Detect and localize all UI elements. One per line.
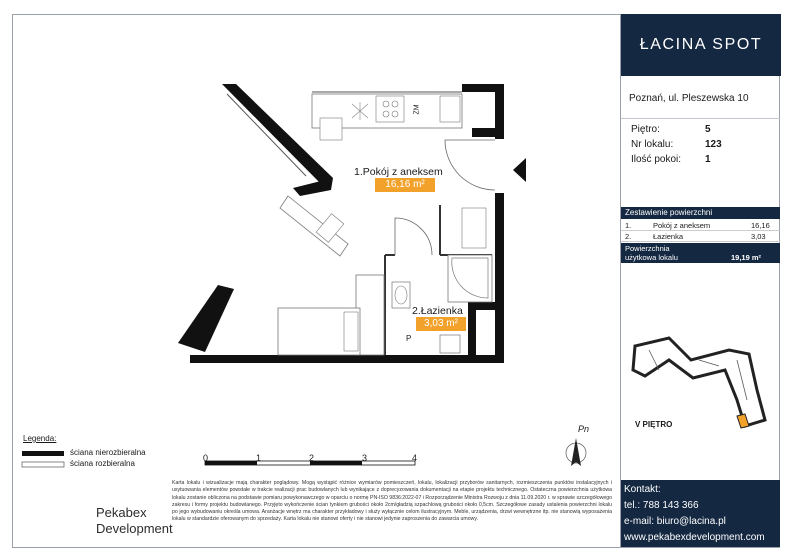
summary-row-area: 16,16 — [751, 221, 770, 230]
scale-tick-0: 0 — [203, 453, 209, 463]
p-label: P — [406, 334, 412, 343]
brand-logo: ŁACINA SPOT — [621, 14, 781, 76]
legend-item-partition: ściana rozbieralna — [70, 459, 135, 468]
info-rooms-value: 1 — [705, 154, 711, 165]
room-label-1: 1.Pokój z aneksem — [354, 166, 443, 178]
scale-tick-4: 4 — [412, 453, 418, 463]
room-area-1: 16,16 m² — [375, 178, 435, 192]
info-rooms-label: Ilość pokoi: — [631, 154, 682, 165]
info-unit-value: 123 — [705, 139, 722, 150]
summary-row-area: 3,03 — [751, 232, 766, 241]
building-key-plan — [629, 330, 779, 430]
contact-box — [621, 480, 780, 547]
contact-title: Kontakt: — [624, 484, 661, 495]
toilet — [440, 335, 460, 353]
contact-website[interactable]: www.pekabexdevelopment.com — [624, 532, 765, 543]
wall-notch — [472, 128, 504, 137]
legend-title: Legenda: — [23, 434, 57, 443]
summary-row-no: 2. — [625, 232, 632, 241]
info-sidebar — [620, 14, 780, 548]
wall-bottom — [190, 355, 504, 363]
shower — [448, 255, 492, 302]
info-floor-value: 5 — [705, 124, 711, 135]
summary-total — [621, 243, 780, 263]
summary-total-label-2: użytkowa lokalu — [625, 253, 678, 262]
disclaimer-text: Karta lokalu i wizualizacje mają charakter poglądowy. Mogą wystąpić różnice wymiarów pomieszczeń, lokalu, lokalizacji przyborów sanitarnych, rozmieszczenia punktów instalacyjnych i usytuowania elementów powstałe w trakcie realizacji prac budowlanych lub wynikające z doprecyzowania dokumentacji na etapie projektu technicznego. Ostateczna powierzchnia użytkowa lokalu zostanie obliczona na podstawie pomiaru powykonawczego w oparciu o normę PN-ISO 9836:2022-07 i Rozporządzenie Ministra Rozwoju z dnia 11.09.2020 r. w sprawie szczegółowego zakresu i formy projektu budowlanego. Przyjęto wykończenie ścian tynkiem grubości około 2cm/gładzią szpachlową grubości około 0,5cm. Szczegółowe zasady ustalenia powierzchni lokalu po jego wybudowaniu określa umowa. Aranżacje wnętrz ma charakter przykładowy i służy wyłącznie celom ilustracyjnym. Meble, urządzenia, drzwi wewnętrzne itp. nie stanowią wyposażenia lokalu w standardzie oferowanym do sprzedaży. Karta lokalu nie stanowi oferty i nie stanowi jedynie zaproszenia do zawarcia umowy. — [172, 480, 612, 523]
summary-row — [621, 231, 780, 242]
room-label-2: 2.Łazienka — [412, 305, 463, 317]
contact-email[interactable]: e-mail: biuro@lacina.pl — [624, 516, 726, 527]
summary-row-name: Łazienka — [653, 232, 684, 241]
summary-row-no: 1. — [625, 221, 632, 230]
developer-line1: Pekabex — [96, 505, 147, 520]
developer-name — [96, 505, 173, 537]
room-area-2: 3,03 m² — [416, 317, 466, 331]
legend-item-structural: ściana nierozbieralna — [70, 448, 146, 457]
info-unit-label: Nr lokalu: — [631, 139, 674, 150]
scale-tick-2: 2 — [309, 453, 315, 463]
summary-total-value: 19,19 m² — [731, 253, 762, 262]
address: Poznań, ul. Pleszewska 10 — [629, 93, 749, 104]
summary-row-name: Pokój z aneksem — [653, 221, 711, 230]
scale-tick-1: 1 — [256, 453, 262, 463]
contact-phone[interactable]: tel.: 788 143 366 — [624, 500, 699, 511]
entrance-arrow — [513, 158, 526, 182]
summary-total-label-1: Powierzchnia — [625, 244, 670, 253]
zm-label: ZM — [413, 104, 421, 115]
summary-title: Zestawienie powierzchni — [621, 207, 780, 219]
info-floor-label: Piętro: — [631, 124, 660, 135]
north-label: Pn — [578, 424, 590, 434]
scale-tick-3: 3 — [362, 453, 368, 463]
wall-notch-low — [468, 302, 476, 358]
wall-right-lower — [495, 193, 504, 363]
summary-row — [621, 220, 780, 231]
floor-label: V PIĘTRO — [635, 420, 673, 429]
developer-line2: Development — [96, 521, 173, 536]
